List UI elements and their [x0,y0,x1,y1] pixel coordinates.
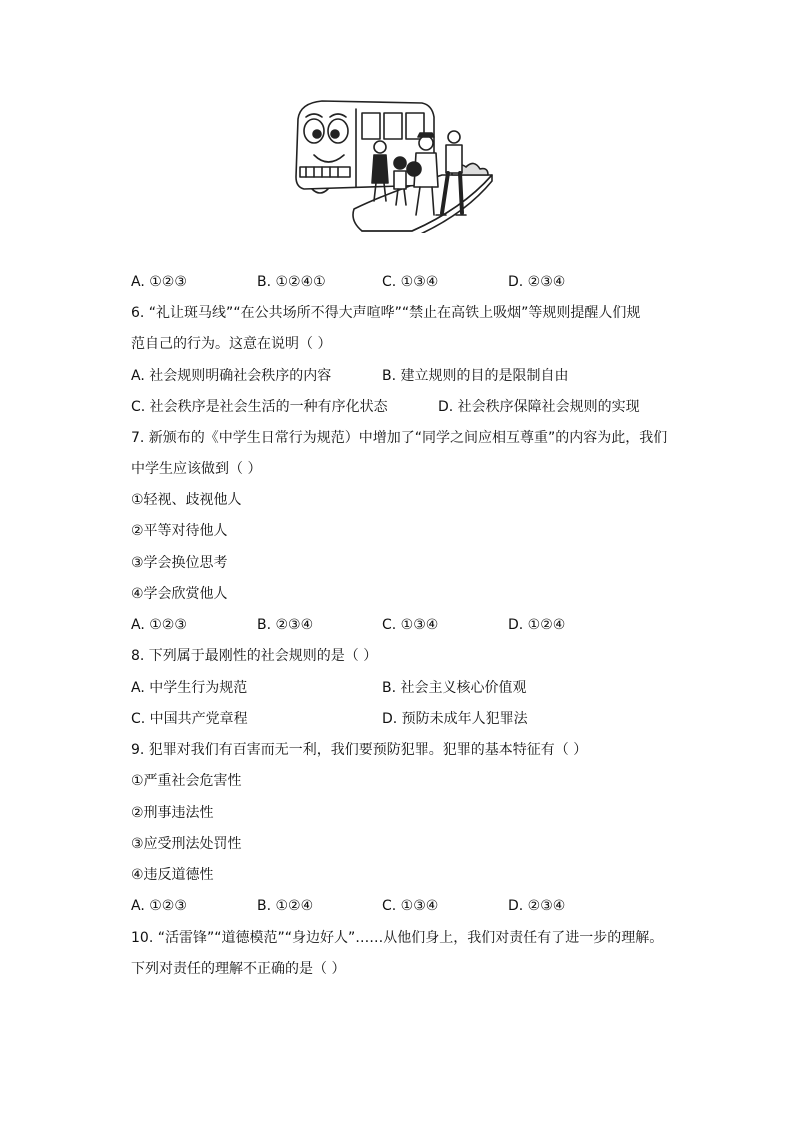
q10-stem-line-1: 10. “活雷锋”“道德模范”“身边好人”……从他们身上，我们对责任有了进一步的理解。 [131,930,664,946]
q7-option-a: A. ①②③ [131,617,187,633]
q5-option-a: A. ①②③ [131,274,187,290]
q7-stem-line-2: 中学生应该做到（ ） [131,461,262,477]
q9-option-d: D. ②③④ [508,898,566,914]
bus-illustration [292,97,498,233]
q9-option-a: A. ①②③ [131,898,187,914]
q8-option-d: D. 预防未成年人犯罪法 [382,711,528,727]
q8-stem-line-1: 8. 下列属于最刚性的社会规则的是（ ） [131,648,378,664]
q8-options-row-1 [131,678,691,698]
q5-option-c: C. ①③④ [382,274,439,290]
q6-option-c: C. 社会秩序是社会生活的一种有序化状态 [131,399,388,415]
q6-options-row-1 [131,366,691,386]
q9-option-b: B. ①②④ [257,898,314,914]
q6-option-b: B. 建立规则的目的是限制自由 [382,368,569,384]
q6-options-row-2 [131,397,691,417]
q5-option-b: B. ①②④① [257,274,326,290]
q5-options [131,272,691,292]
q5-option-d: D. ②③④ [508,274,566,290]
q8-option-c: C. 中国共产党章程 [131,711,248,727]
q9-option-c: C. ①③④ [382,898,439,914]
q8-option-b: B. 社会主义核心价值观 [382,680,527,696]
q7-option-c: C. ①③④ [382,617,439,633]
q6-option-d: D. 社会秩序保障社会规则的实现 [438,399,640,415]
q9-item-2: ②刑事违法性 [131,805,214,821]
q9-options [131,896,691,916]
q7-item-3: ③学会换位思考 [131,555,228,571]
q7-options [131,615,691,635]
q7-option-d: D. ①②④ [508,617,566,633]
q7-option-b: B. ②③④ [257,617,314,633]
q9-item-4: ④违反道德性 [131,867,214,883]
q7-stem-line-1: 7. 新颁布的《中学生日常行为规范）中增加了“同学之间应相互尊重”的内容为此，我们 [131,430,668,446]
q8-option-a: A. 中学生行为规范 [131,680,248,696]
q7-item-2: ②平等对待他人 [131,523,228,539]
q6-stem-line-1: 6. “礼让斑马线”“在公共场所不得大声喧哗”“禁止在高铁上吸烟”等规则提醒人们规 [131,305,641,321]
q9-stem-line-1: 9. 犯罪对我们有百害而无一利，我们要预防犯罪。犯罪的基本特征有（ ） [131,742,588,758]
q10-stem-line-2: 下列对责任的理解不正确的是（ ） [131,961,346,977]
q7-item-1: ①轻视、歧视他人 [131,492,242,508]
q6-stem-line-2: 范自己的行为。这意在说明（ ） [131,336,332,352]
q7-item-4: ④学会欣赏他人 [131,586,228,602]
q9-item-1: ①严重社会危害性 [131,773,242,789]
q6-option-a: A. 社会规则明确社会秩序的内容 [131,368,332,384]
q8-options-row-2 [131,709,691,729]
q9-item-3: ③应受刑法处罚性 [131,836,242,852]
